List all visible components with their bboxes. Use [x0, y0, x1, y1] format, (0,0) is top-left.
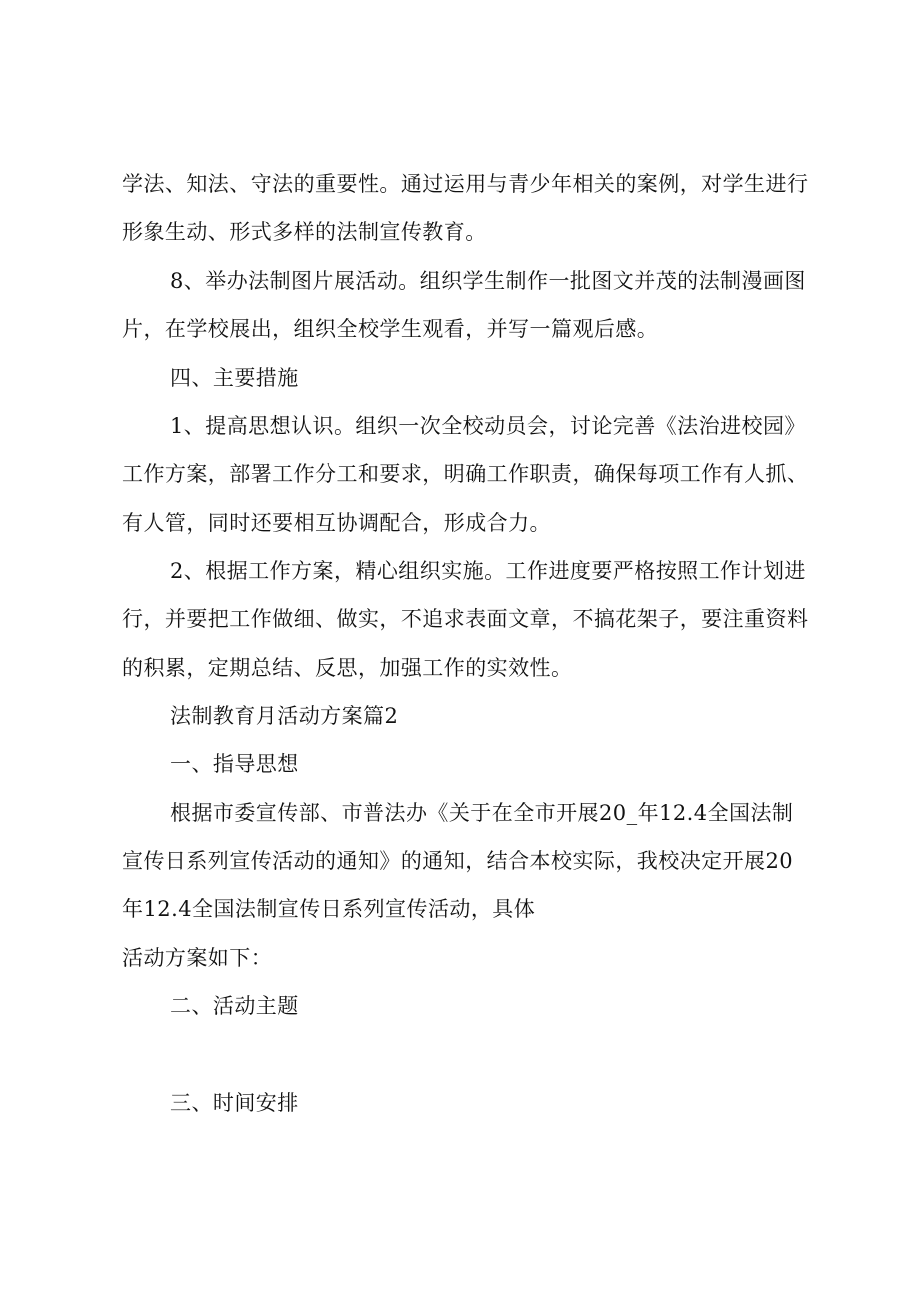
article-title-part-2: 法制教育月活动方案篇2 — [170, 704, 399, 728]
paragraph-8-line-3: 年12.4全国法制宣传日系列宣传活动，具体 — [122, 897, 536, 921]
section-heading-guiding-ideology: 一、指导思想 — [170, 752, 299, 776]
paragraph-2-line-2: 片，在学校展出，组织全校学生观看，并写一篇观后感。 — [122, 317, 659, 341]
section-heading-time-arrangement: 三、时间安排 — [170, 1091, 299, 1115]
paragraph-1-line-2: 形象生动、形式多样的法制宣传教育。 — [122, 220, 487, 244]
paragraph-8-line-1: 根据市委宣传部、市普法办《关于在全市开展20_年12.4全国法制 — [170, 801, 794, 825]
paragraph-5-line-1: 2、根据工作方案，精心组织实施。工作进度要严格按照工作计划进 — [170, 559, 806, 583]
paragraph-8-line-2: 宣传日系列宣传活动的通知》的通知，结合本校实际，我校决定开展20 — [122, 849, 794, 873]
paragraph-8-line-4: 活动方案如下： — [122, 946, 273, 970]
paragraph-5-line-3: 的积累，定期总结、反思，加强工作的实效性。 — [122, 656, 573, 680]
paragraph-4-line-2: 工作方案，部署工作分工和要求，明确工作职责，确保每项工作有人抓、 — [122, 462, 809, 486]
paragraph-5-line-2: 行，并要把工作做细、做实，不追求表面文章，不搞花架子，要注重资料 — [122, 607, 809, 631]
section-heading-activity-theme: 二、活动主题 — [170, 994, 299, 1018]
section-heading-main-measures: 四、主要措施 — [170, 366, 299, 390]
paragraph-4-line-3: 有人管，同时还要相互协调配合，形成合力。 — [122, 511, 551, 535]
paragraph-2-line-1: 8、举办法制图片展活动。组织学生制作一批图文并茂的法制漫画图 — [170, 269, 806, 293]
paragraph-1-line-1: 学法、知法、守法的重要性。通过运用与青少年相关的案例，对学生进行 — [122, 172, 809, 196]
paragraph-4-line-1: 1、提高思想认识。组织一次全校动员会，讨论完善《法治进校园》 — [170, 414, 806, 438]
